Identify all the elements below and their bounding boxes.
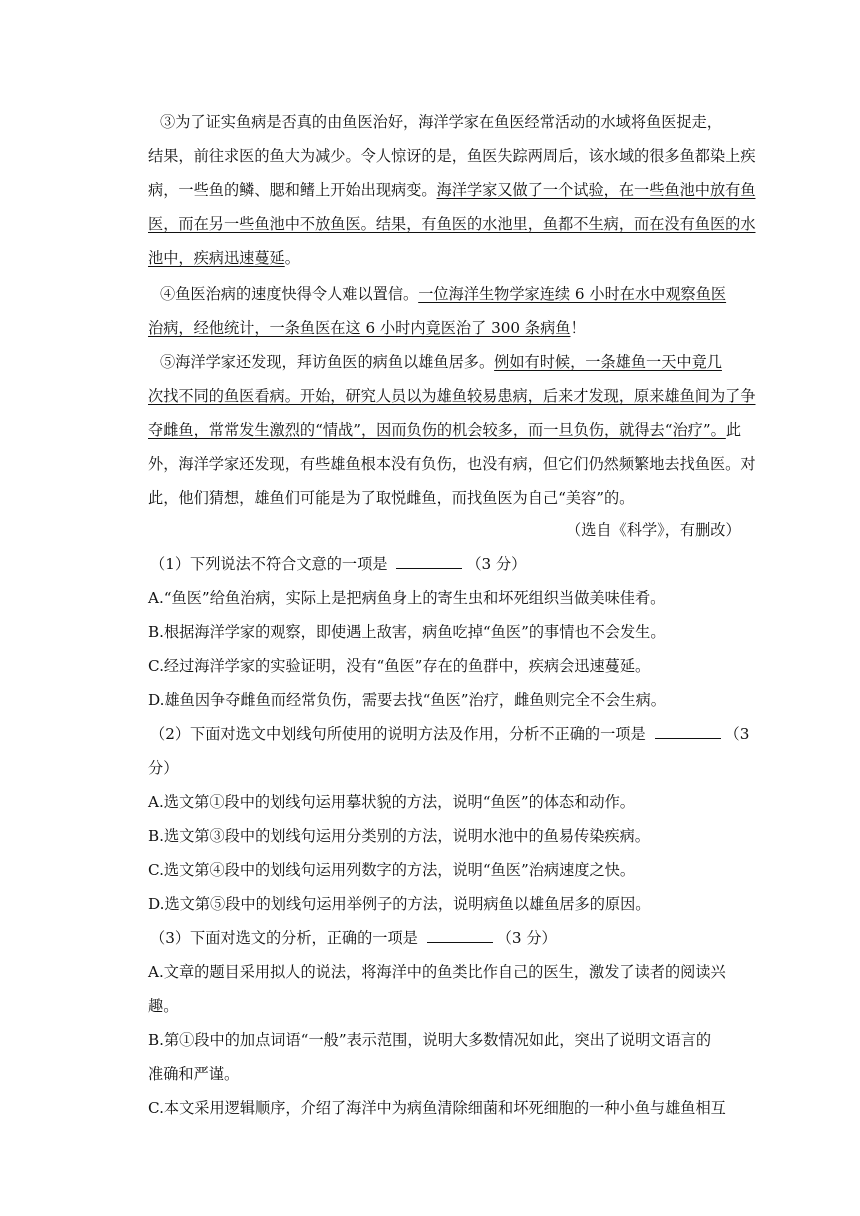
text-line bbox=[0, 962, 860, 982]
text-line bbox=[0, 1098, 860, 1118]
text-segment: 外，海洋学家还发现，有些雄鱼根本没有负伤，也没有病，但它们仍然频繁地去找鱼医。对 bbox=[148, 455, 756, 473]
text-line bbox=[0, 420, 860, 440]
text-line bbox=[0, 520, 860, 540]
text-line bbox=[0, 284, 860, 304]
text-segment: ⑤海洋学家还发现，拜访鱼医的病鱼以雄鱼居多。 bbox=[160, 353, 495, 371]
text-segment: （2）下面对选文中划线句所使用的说明方法及作用，分析不正确的一项是 bbox=[150, 725, 651, 743]
text-segment: B.根据海洋学家的观察，即使遇上敌害，病鱼吃掉“鱼医”的事情也不会发生。 bbox=[148, 623, 666, 641]
text-segment: B.选文第③段中的划线句运用分类别的方法，说明水池中的鱼易传染疾病。 bbox=[148, 827, 650, 845]
text-line bbox=[0, 690, 860, 710]
text-segment: ③为了证实鱼病是否真的由鱼医治好，海洋学家在鱼医经常活动的水域将鱼医捉走， bbox=[160, 113, 722, 131]
text-line bbox=[0, 146, 860, 166]
text-segment: （3）下面对选文的分析，正确的一项是 bbox=[150, 929, 423, 947]
underlined-sentence: 次找不同的鱼医看病。开始，研究人员以为雄鱼较易患病，后来才发现，原来雄鱼间为了争 bbox=[148, 387, 756, 405]
text-line bbox=[0, 758, 860, 778]
text-segment: 趣。 bbox=[148, 997, 179, 1015]
text-line bbox=[0, 386, 860, 406]
text-line bbox=[0, 928, 860, 948]
text-line bbox=[0, 454, 860, 474]
answer-blank[interactable] bbox=[427, 928, 493, 943]
text-line bbox=[0, 554, 860, 574]
underlined-sentence: 池中，疾病迅速蔓延 bbox=[148, 249, 285, 267]
text-segment: C.选文第④段中的划线句运用列数字的方法，说明“鱼医”治病速度之快。 bbox=[148, 861, 636, 879]
text-line bbox=[0, 724, 860, 744]
text-segment: C.经过海洋学家的实验证明，没有“鱼医”存在的鱼群中，疾病会迅速蔓延。 bbox=[148, 657, 651, 675]
text-segment: （3 分） bbox=[466, 555, 527, 573]
text-segment: （3 分） bbox=[496, 929, 557, 947]
underlined-sentence: 例如有时候，一条雄鱼一天中竟几 bbox=[494, 353, 722, 371]
text-segment: 此 bbox=[725, 421, 741, 439]
text-segment: （选自《科学》，有删改） bbox=[566, 521, 741, 539]
text-line bbox=[0, 318, 860, 338]
underlined-sentence: 夺雌鱼，常常发生激烈的“情战”，因而负伤的机会较多，而一旦负伤，就得去“治疗”。 bbox=[148, 421, 726, 439]
text-segment: 结果，前往求医的鱼大为减少。令人惊讶的是，鱼医失踪两周后，该水域的很多鱼都染上疾 bbox=[148, 147, 756, 165]
text-segment: （3 bbox=[724, 725, 750, 743]
text-line bbox=[0, 826, 860, 846]
text-line bbox=[0, 112, 860, 132]
text-line bbox=[0, 1030, 860, 1050]
text-segment: C.本文采用逻辑顺序，介绍了海洋中为病鱼清除细菌和坏死细胞的一种小鱼与雄鱼相互 bbox=[148, 1099, 726, 1117]
underlined-sentence: 一位海洋生物学家连续 6 小时在水中观察鱼医 bbox=[418, 285, 727, 303]
underlined-sentence: 海洋学家又做了一个试验，在一些鱼池中放有鱼 bbox=[436, 181, 756, 199]
text-segment: 。 bbox=[284, 249, 300, 267]
text-line bbox=[0, 894, 860, 914]
underlined-sentence: 治病，经他统计，一条鱼医在这 6 小时内竟医治了 300 条病鱼 bbox=[148, 319, 571, 337]
text-line bbox=[0, 352, 860, 372]
text-segment: D.雄鱼因争夺雌鱼而经常负伤，需要去找“鱼医”治疗，雌鱼则完全不会生病。 bbox=[148, 691, 666, 709]
text-segment: A.选文第①段中的划线句运用摹状貌的方法，说明“鱼医”的体态和动作。 bbox=[148, 793, 635, 811]
text-segment: 准确和严谨。 bbox=[148, 1065, 240, 1083]
text-line bbox=[0, 1064, 860, 1084]
text-segment: D.选文第⑤段中的划线句运用举例子的方法，说明病鱼以雄鱼居多的原因。 bbox=[148, 895, 651, 913]
text-segment: 病，一些鱼的鳞、腮和鳍上开始出现病变。 bbox=[148, 181, 437, 199]
text-line bbox=[0, 248, 860, 268]
answer-blank[interactable] bbox=[655, 724, 721, 739]
text-segment: 分） bbox=[148, 759, 179, 777]
text-line bbox=[0, 656, 860, 676]
text-line bbox=[0, 860, 860, 880]
text-segment: A.文章的题目采用拟人的说法，将海洋中的鱼类比作自己的医生，激发了读者的阅读兴 bbox=[148, 963, 726, 981]
text-line bbox=[0, 214, 860, 234]
underlined-sentence: 医，而在另一些鱼池中不放鱼医。结果，有鱼医的水池里，鱼都不生病，而在没有鱼医的水 bbox=[148, 215, 756, 233]
text-segment: 此，他们猜想，雄鱼们可能是为了取悦雌鱼，而找鱼医为自己“美容”的。 bbox=[148, 489, 635, 507]
text-segment: A.“鱼医”给鱼治病，实际上是把病鱼身上的寄生虫和坏死组织当做美味佳肴。 bbox=[148, 589, 666, 607]
text-segment: ④鱼医治病的速度快得令人难以置信。 bbox=[160, 285, 419, 303]
text-line bbox=[0, 996, 860, 1016]
text-line bbox=[0, 792, 860, 812]
answer-blank[interactable] bbox=[396, 554, 462, 569]
text-segment: （1）下列说法不符合文意的一项是 bbox=[150, 555, 393, 573]
text-line bbox=[0, 488, 860, 508]
text-line bbox=[0, 622, 860, 642]
text-segment: ！ bbox=[570, 319, 586, 337]
text-line bbox=[0, 180, 860, 200]
text-segment: B.第①段中的加点词语“一般”表示范围，说明大多数情况如此，突出了说明文语言的 bbox=[148, 1031, 712, 1049]
text-line bbox=[0, 588, 860, 608]
